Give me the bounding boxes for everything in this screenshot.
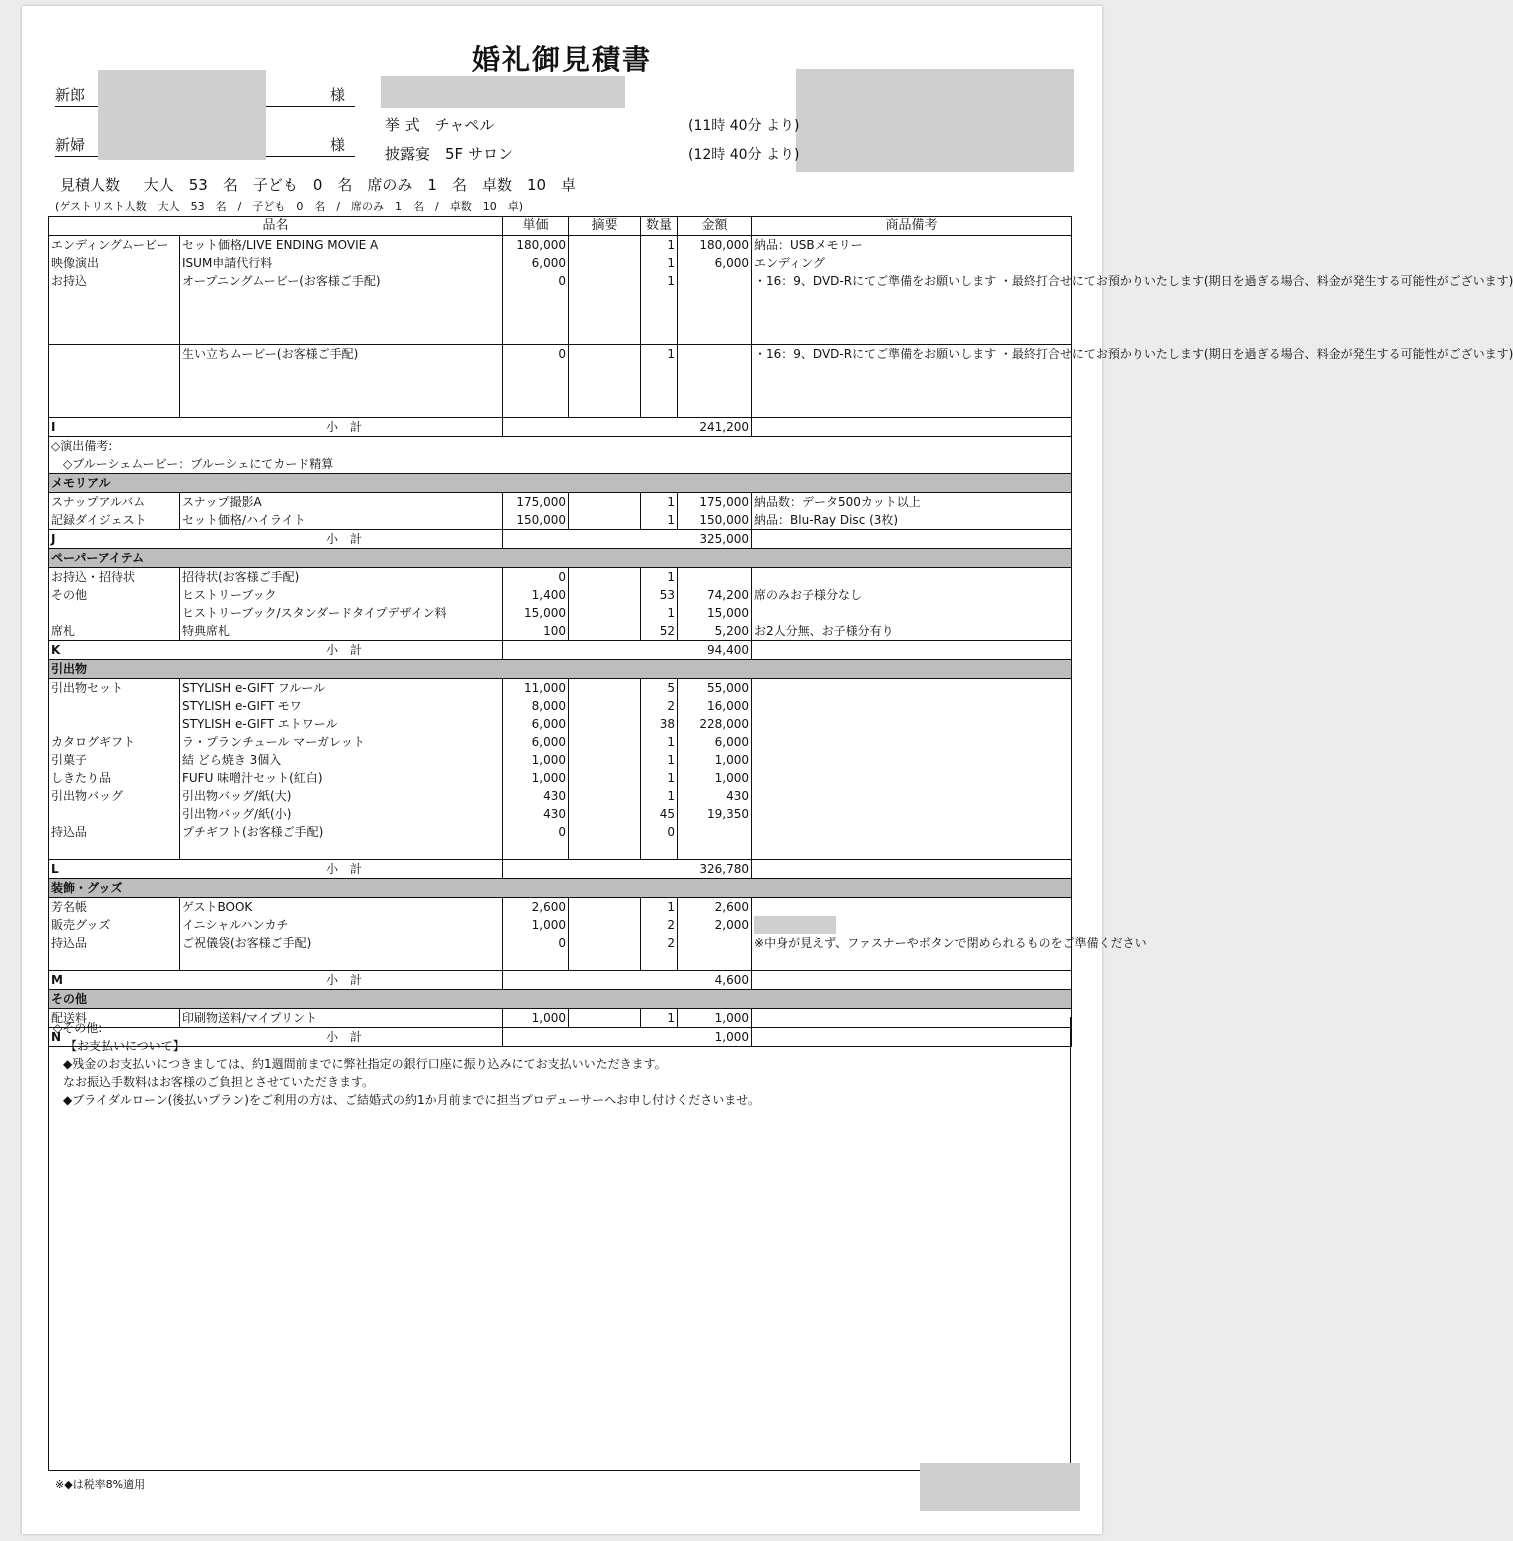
col-amount: 金額 — [678, 217, 752, 236]
payment-line: ◆残金のお支払いにつきましては、約1週間前までに弊社指定の銀行口座に振り込みにてお支払いいただきます。 — [63, 1057, 667, 1071]
table-row: STYLISH e-GIFT モワ 8,000 2 16,000 — [49, 697, 1072, 715]
reception-time: (12時 40分 より) — [688, 147, 800, 163]
ceremony-venue: 挙 式 チャペル — [385, 116, 495, 134]
table-row — [49, 841, 1072, 860]
bride-honorific: 様 — [329, 136, 345, 154]
subtotal-row-k: K 小 計 94,400 — [49, 641, 1072, 660]
table-row: ヒストリーブック/スタンダードタイプデザイン料 15,000 1 15,000 — [49, 604, 1072, 622]
estimate-table — [48, 216, 1513, 1047]
table-row: 引菓子 結 どら焼き 3個入 1,000 1 1,000 — [49, 751, 1072, 769]
col-remarks: 商品備考 — [752, 217, 1072, 236]
subtotal-row-n: N 小 計 1,000 — [49, 1028, 1072, 1047]
ceremony-time: (11時 40分 より) — [688, 118, 800, 134]
table-row: 引出物セット STYLISH e-GIFT フルール 11,000 5 55,000 — [49, 679, 1072, 698]
table-row: カタログギフト ラ・プランチュール マーガレット 6,000 1 6,000 — [49, 733, 1072, 751]
table-row: エンディングムービー セット価格/LIVE ENDING MOVIE A 180,000 1 180,000 納品：USBメモリー — [49, 236, 1072, 255]
col-item-name: 品名 — [49, 217, 503, 236]
tax-footnote: ※◆は税率8%適用 — [55, 1478, 146, 1491]
section-paper-items: ペーパーアイテム — [49, 549, 1072, 568]
table-row: 映像演出 ISUM申請代行料 6,000 1 6,000 エンディング — [49, 254, 1072, 272]
groom-label: 新郎 — [55, 86, 86, 104]
col-quantity: 数量 — [641, 217, 678, 236]
table-row: 持込品 ご祝儀袋(お客様ご手配) 0 2 ※中身が見えず、ファスナーやボタンで閉められるものをご準備ください — [49, 934, 1072, 971]
table-row: 引出物バッグ/紙(小) 430 45 19,350 — [49, 805, 1072, 823]
redacted-venue — [381, 76, 625, 108]
redacted-names — [98, 70, 266, 160]
table-row: お持込 オープニングムービー(お客様ご手配) 0 1 ・16：9、DVD-Rにてご準備をお願いします ・最終打合せにてお預かりいたします(期日を過ぎる場合、料金が発生する可能性がございます) — [49, 272, 1072, 345]
section-gifts: 引出物 — [49, 660, 1072, 679]
redacted-footer — [920, 1463, 1080, 1511]
subtotal-row-j: J 小 計 325,000 — [49, 530, 1072, 549]
other-notes-box — [48, 1017, 1071, 1471]
bride-label: 新婦 — [55, 136, 86, 154]
table-row: 持込品 プチギフト(お客様ご手配) 0 0 — [49, 823, 1072, 841]
reception-venue: 披露宴 5F サロン — [385, 145, 513, 163]
groom-honorific: 様 — [329, 86, 345, 104]
other-notes-title: ◇その他: — [53, 1021, 103, 1035]
table-row: 引出物バッグ 引出物バッグ/紙(大) 430 1 430 — [49, 787, 1072, 805]
table-row: 記録ダイジェスト セット価格/ハイライト 150,000 1 150,000 納品：Blu-Ray Disc (3枚) — [49, 511, 1072, 530]
payment-heading: 【お支払いについて】 — [65, 1039, 185, 1053]
redacted-date — [796, 69, 1074, 172]
table-row: スナップアルバム スナップ撮影A 175,000 1 175,000 納品数：データ500カット以上 — [49, 493, 1072, 512]
direction-note: ◇演出備考: ◇ブルーシェムービー：ブルーシェにてカード精算 — [49, 437, 1072, 474]
table-row: その他 ヒストリーブック 1,400 53 74,200 席のみお子様分なし — [49, 586, 1072, 604]
payment-line: ◆ブライダルローン(後払いプラン)をご利用の方は、ご結婚式の約1か月前までに担当プロデューサーへお申し付けくださいませ。 — [63, 1093, 760, 1107]
guest-count: 見積人数 大人 53 名 子ども 0 名 席のみ 1 名 卓数 10 卓 — [60, 176, 577, 194]
subtotal-row-l: L 小 計 326,780 — [49, 860, 1072, 879]
table-row: STYLISH e-GIFT エトワール 6,000 38 228,000 — [49, 715, 1072, 733]
redacted-note — [754, 916, 836, 934]
table-row: 芳名帳 ゲストBOOK 2,600 1 2,600 — [49, 898, 1072, 917]
col-unit-price: 単価 — [503, 217, 569, 236]
section-other: その他 — [49, 990, 1072, 1009]
table-row: しきたり品 FUFU 味噌汁セット(紅白) 1,000 1 1,000 — [49, 769, 1072, 787]
payment-line: なお振込手数料はお客様のご負担とさせていただきます。 — [63, 1075, 375, 1089]
subtotal-row-i: I 小 計 241,200 — [49, 418, 1072, 437]
subtotal-row-m: M 小 計 4,600 — [49, 971, 1072, 990]
section-memorial: メモリアル — [49, 474, 1072, 493]
section-decor-goods: 装飾・グッズ — [49, 879, 1072, 898]
page-title: 婚礼御見積書 — [471, 43, 652, 76]
table-row: 販売グッズ イニシャルハンカチ 1,000 2 2,000 — [49, 916, 1072, 934]
col-summary: 摘要 — [569, 217, 641, 236]
table-row: 配送料 印刷物送料/マイプリント 1,000 1 1,000 — [49, 1009, 1072, 1028]
table-row: お持込・招待状 招待状(お客様ご手配) 0 1 — [49, 568, 1072, 587]
table-row: 席札 特典席札 100 52 5,200 お2人分無、お子様分有り — [49, 622, 1072, 641]
table-row: 生い立ちムービー(お客様ご手配) 0 1 ・16：9、DVD-Rにてご準備をお願いします ・最終打合せにてお預かりいたします(期日を過ぎる場合、料金が発生する可能性がございます) — [49, 345, 1072, 418]
guest-list-count: (ゲストリスト人数 大人 53 名 / 子ども 0 名 / 席のみ 1 名 / 卓数 10 卓) — [55, 200, 524, 213]
